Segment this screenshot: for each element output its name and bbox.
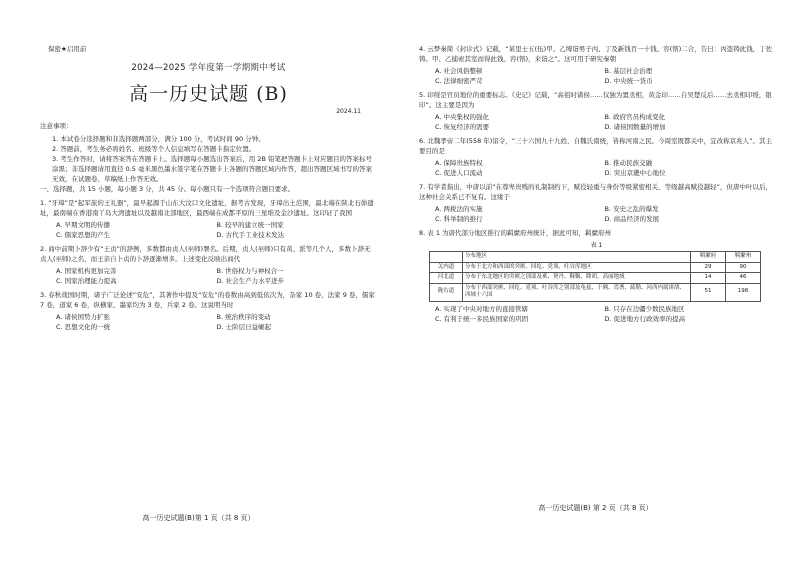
- table-row: [430, 283, 761, 301]
- question-options: [419, 66, 774, 86]
- table-header-row: [430, 252, 761, 263]
- option-b[interactable]: B. 基层社会治理: [604, 67, 653, 75]
- option-d[interactable]: D. 诸侯国数量的增加: [604, 123, 666, 131]
- option-b[interactable]: B. 政府官员构成变化: [604, 113, 666, 121]
- table-cell: 分布于西部突厥、回纥、党项、吐谷浑之别部及龟兹、于阗、焉耆、疏勒、河西内属诸胡、西域十六国: [463, 283, 691, 301]
- question-stem: 2. 商中前期卜辞少有“王贞”的辞例，多数都由贞人(巫师)署名。后期，贞人(巫师)只有黄、派等几个人，多数卜辞无贞人(巫师)之名，而王亲自卜贞的卜辞逐渐增多。上述变化反映出商代: [40, 245, 371, 263]
- option-c[interactable]: C. 科举制的推行: [435, 215, 483, 223]
- question-7: [419, 182, 774, 224]
- option-a[interactable]: A. 保障贵族特权: [435, 159, 483, 167]
- table-cell: 14: [691, 273, 726, 284]
- option-a[interactable]: A. 两税法的实施: [435, 205, 483, 213]
- question-stem: 1. “牙璋”是“起军旅的王礼器”，最早起源于山东大汶口文化遗址，据考古发现，牙璋出土范围，最北端在陕北石峁遗址，最南端在香港南丫岛大湾遗址以及越南北部地区，最西端在成都平原的三星堆及金沙遗址。这印证了我国: [40, 199, 374, 217]
- question-options: [40, 312, 377, 332]
- note-2: 2. 答题前，考生务必将姓名、班级等个人信息填写在答题卡指定位置。: [52, 145, 256, 153]
- question-options: [419, 112, 774, 132]
- table-cell: 46: [726, 273, 761, 284]
- table-cell: 90: [726, 262, 761, 273]
- table-cell: 51: [691, 283, 726, 301]
- notes-heading: 注意事项：: [40, 122, 73, 130]
- secret-label: 保密★启用前: [48, 45, 87, 53]
- page-right: [397, 0, 794, 561]
- option-d[interactable]: D. 社会生产力水平进步: [216, 277, 285, 285]
- question-options: [40, 220, 377, 240]
- option-b[interactable]: B. 较早的建立统一国家: [216, 221, 284, 229]
- question-options: [40, 266, 377, 286]
- table-cell: 分布于北方和西部的突厥、回纥、党项、吐谷浑地区: [463, 262, 691, 273]
- table-cell: 河北道: [430, 273, 463, 284]
- table-header: [430, 252, 463, 263]
- table-caption: 表 1: [590, 242, 603, 249]
- table-cell: 关内道: [430, 262, 463, 273]
- question-options: [419, 158, 774, 178]
- option-d[interactable]: D. 促进地方行政效率的提高: [604, 314, 686, 323]
- option-d[interactable]: D. 中央统一货币: [604, 77, 653, 85]
- option-a[interactable]: A. 社会风俗整顿: [435, 67, 483, 75]
- option-d[interactable]: D. 古代手工业技术发达: [216, 231, 285, 239]
- option-b[interactable]: B. 世俗权力与神权合一: [216, 267, 284, 275]
- question-stem: 3. 春秋战国时期，诸子广泛论述“安危”，其著作中提及“安危”的卷数由高到低依次为，杂家 10 卷，法家 9 卷，儒家 7 卷，道家 6 卷，纵横家、墨家均为 3 卷，兵家 2 卷。这说明当时: [40, 291, 375, 309]
- option-c[interactable]: C. 国家治理能力提高: [56, 277, 117, 285]
- table-row: [430, 273, 761, 284]
- table-row: [430, 262, 761, 273]
- page-footer: 高一历史试题(B) 第 2 页（共 8 页）: [538, 504, 653, 512]
- page-title: 高一历史试题 (B): [129, 83, 288, 105]
- option-b[interactable]: B. 推动民族交融: [604, 159, 653, 167]
- question-4: [419, 44, 774, 86]
- option-d[interactable]: D. 商品经济的发展: [604, 215, 660, 223]
- option-c[interactable]: C. 思想文化的一统: [56, 323, 111, 331]
- table-header: 分布地区: [463, 252, 691, 263]
- table-cell: 陇右道: [430, 283, 463, 301]
- option-c[interactable]: C. 儒家思想的产生: [56, 231, 111, 239]
- exam-name: 2024—2025 学年度第一学期期中考试: [131, 63, 286, 73]
- question-8: [419, 228, 774, 324]
- table-cell: 分布于东北地区的突厥之别部及奚、契丹、靺鞨、降胡、高丽地域: [463, 273, 691, 284]
- option-a[interactable]: A. 实现了中央对地方的直接管辖: [435, 304, 528, 313]
- note-1: 1. 本试卷分选择题和非选择题两部分，满分 100 分，考试时间 90 分钟。: [52, 135, 265, 143]
- option-c[interactable]: C. 恢复经济的需要: [435, 123, 490, 131]
- option-d[interactable]: D. 突出京畿中心地位: [604, 169, 666, 177]
- question-1: [40, 198, 377, 240]
- option-b[interactable]: B. 安史之乱的爆发: [604, 205, 659, 213]
- question-options: [419, 204, 774, 224]
- section-heading: 一、选择题，共 15 小题，每小题 3 分，共 45 分。每小题只有一个选项符合题目要求。: [40, 185, 295, 193]
- option-d[interactable]: D. 士阶层日益崛起: [216, 323, 272, 331]
- page-footer: 高一历史试题(B)第 1 页（共 8 页）: [142, 514, 255, 522]
- option-a[interactable]: A. 早期文明的传播: [56, 221, 110, 229]
- option-c[interactable]: C. 有利于统一多民族国家的巩固: [435, 314, 529, 323]
- question-6: [419, 136, 774, 178]
- question-stem: 4. 云梦秦简《封诊式》记载，“某里士五(伍)甲、乙缚诣男子丙、丁及新钱百一十钱、容(镕)二合，告曰：丙盗铸此钱，丁佐铸。甲、乙捕索其室而得此钱、容(镕)，来诣之”。这可用于研究秦朝: [419, 45, 773, 63]
- option-a[interactable]: A. 诸侯国势力扩张: [56, 313, 110, 321]
- question-3: [40, 290, 377, 332]
- table-header: 羁縻州: [726, 252, 761, 263]
- option-c[interactable]: C. 促进人口流动: [435, 169, 483, 177]
- question-5: [419, 90, 774, 132]
- table-header: 羁縻府: [691, 252, 726, 263]
- data-table: [429, 251, 761, 302]
- option-a[interactable]: A. 国家机构更加完善: [56, 267, 117, 275]
- table-cell: 29: [691, 262, 726, 273]
- table-cell: 198: [726, 283, 761, 301]
- exam-date: 2024.11: [336, 108, 361, 115]
- option-b[interactable]: B. 只存在边疆少数民族地区: [604, 304, 685, 313]
- question-stem: 6. 北魏孝帝二年(558 年)诏令，“三十六国九十九姓，自魏氏南统，皆称河南之民。今周室既都关中，宜改称京兆人”。其主要目的是: [419, 137, 773, 155]
- question-options: [419, 304, 774, 324]
- question-stem: 7. 有学者指出，中唐以前“在尊卑贵贱的礼制制约下，赋役轻重与身份等级紧密相关，等级越高赋役越轻”，但唐中叶以后，这种社会关系已不复有。这缘于: [419, 183, 773, 201]
- question-2: [40, 244, 377, 286]
- question-stem: 8. 表 1 为唐代部分地区推行的羁縻府州统计，据此可知，羁縻府州: [419, 229, 612, 237]
- option-b[interactable]: B. 统治秩序的变动: [216, 313, 271, 321]
- option-c[interactable]: C. 法律细密严苛: [435, 77, 483, 85]
- note-3: 3. 考生作答时，请将答案答在答题卡上。选择题每小题选出答案后，用 2B 铅笔把答题卡上对应题目的答案标号涂黑；非选择题请用直径 0.5 毫米黑色墨水签字笔在答题卡上各题的答题区域内作答，超出答题区域书写的答案无效，在试题卷、草稿纸上作答无效。: [52, 155, 372, 183]
- question-stem: 5. 印绶是官员地位的重要标志。《史记》记载，“高祖时诸侯……仅独为置丞相，黄金印……自吴楚反后……去丞相印绶，银印”。这主要是因为: [419, 91, 772, 109]
- option-a[interactable]: A. 中央集权的强化: [435, 113, 489, 121]
